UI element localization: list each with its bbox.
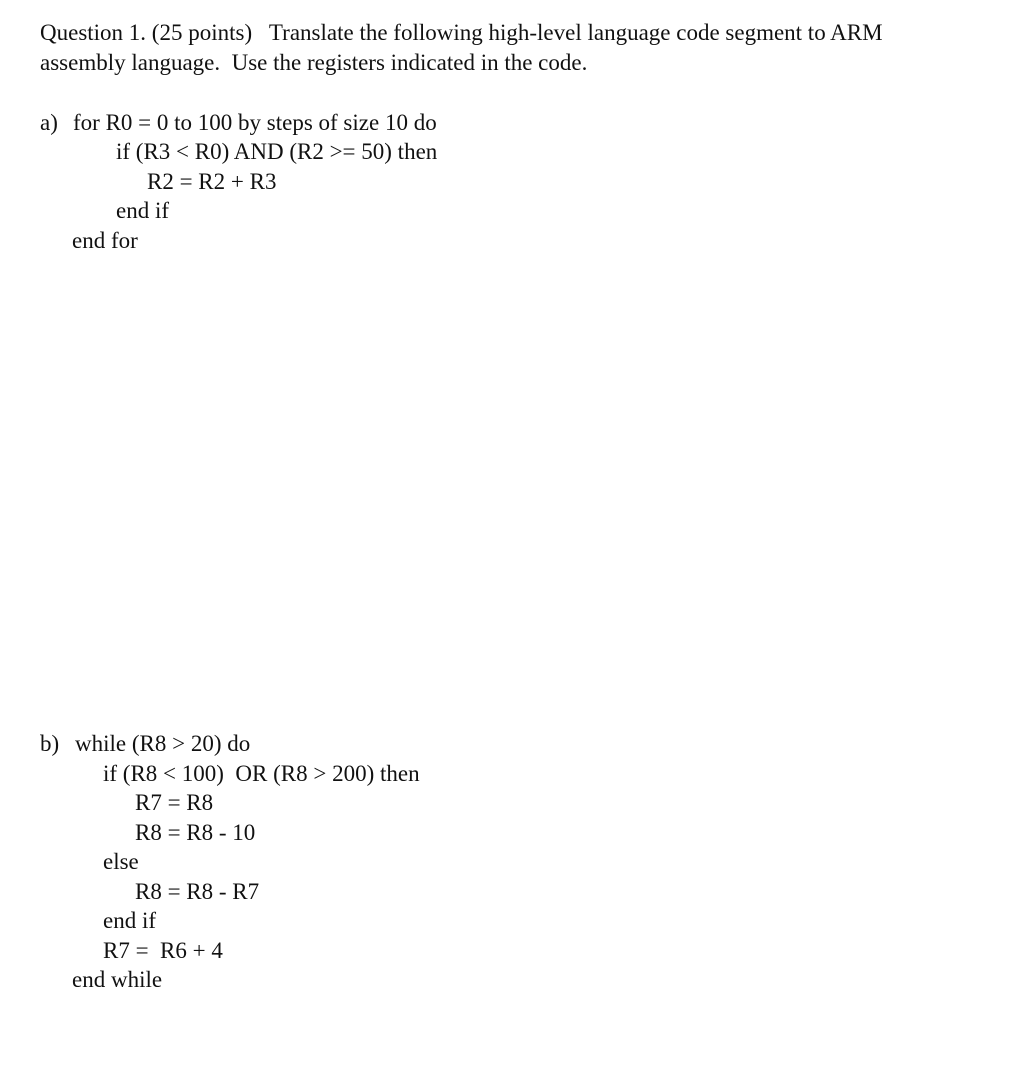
code-line: while (R8 > 20) do [75,731,251,756]
code-line: R2 = R2 + R3 [147,169,277,194]
code-line: R7 = R8 [135,790,214,815]
code-line: end if [116,198,170,223]
code-line: if (R3 < R0) AND (R2 >= 50) then [116,139,438,164]
code-line: if (R8 < 100) OR (R8 > 200) then [103,761,420,786]
code-line: else [103,849,139,874]
code-line: end if [103,908,157,933]
code-line: R8 = R8 - 10 [135,820,256,845]
part-a-label: a) [40,110,58,135]
code-line: R8 = R8 - R7 [135,879,260,904]
part-b-label: b) [40,731,60,756]
question-heading: Question 1. (25 points) Translate the following high-level language code segment to ARM [40,20,883,45]
code-line: end while [72,967,163,992]
code-line: for R0 = 0 to 100 by steps of size 10 do [73,110,437,135]
code-line: R7 = R6 + 4 [103,938,223,963]
question-instruction: assembly language. Use the registers indicated in the code. [40,50,588,75]
code-line: end for [72,228,138,253]
